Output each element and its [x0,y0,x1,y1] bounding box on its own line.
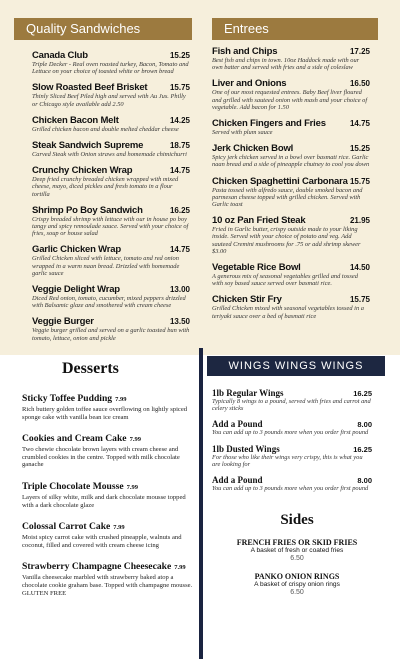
item-price: 16.50 [349,79,370,89]
item-price: 13.00 [169,285,190,295]
item-desc: Best fish and chips in town. 10oz Haddock made with our own batter and served with fries and a side of coleslaw [212,57,360,72]
item-title-row [212,444,372,454]
item-title-row [32,140,190,151]
desserts-item [22,428,194,469]
wings-item [212,444,372,468]
item-name: Shrimp Po Boy Sandwich [32,204,143,216]
item-title-row [212,176,370,187]
sandwiches-item [32,284,190,309]
side-desc: A basket of crispy onion rings [254,581,340,588]
dessert-title-row [22,476,194,494]
item-title-row [32,50,190,61]
dessert-price: 7.99 [115,396,127,403]
item-name: Veggie Burger [32,316,94,328]
item-price: 15.75 [349,176,370,186]
dessert-price: 7.99 [113,524,125,532]
item-name: Steak Sandwich Supreme [32,140,144,152]
item-desc: Spicy jerk chicken served in a bowl over basmati rice. Garlic naan bread and a side of pineapple chutney to cool you down [212,154,370,169]
dessert-name: Cookies and Cream Cake [22,433,127,445]
item-name: Veggie Delight Wrap [32,284,120,296]
entrees-item [212,78,370,111]
item-desc: Grilled Chicken sliced with lettuce, tomato and red onion wrapped in a warm naan bread. Drizzled with homemade garlic sauce [32,255,180,277]
item-title-row [32,284,190,295]
item-price: 14.75 [169,166,190,176]
item-price: 8.00 [357,476,372,486]
dessert-name: Sticky Toffee Pudding [22,393,113,404]
wings-list [212,388,372,499]
item-price: 15.75 [349,295,370,305]
item-title-row [212,262,370,273]
item-title-row [212,143,370,154]
dessert-desc: Rich buttery golden toffee sauce overflowing on lightly spiced sponge cake with vanilla bean ice cream [22,406,188,421]
item-name: Liver and Onions [212,78,287,90]
item-name: Chicken Bacon Melt [32,114,119,126]
item-title-row [32,82,190,93]
item-name: Vegetable Rice Bowl [212,262,301,274]
item-title-row [32,316,190,327]
dessert-title-row [22,556,194,574]
item-price: 14.75 [169,245,190,255]
item-price: 21.95 [349,216,370,226]
dessert-desc: Layers of silky white, milk and dark chocolate mousse topped with a dark chocolate glaze [22,493,186,509]
sandwiches-item [32,82,190,107]
dessert-desc: Moist spicy carrot cake with crushed pineapple, walnuts and coconut, filled and covered with cream cheese icing [22,534,182,549]
entrees-list [212,46,370,327]
sandwiches-list [32,50,190,349]
item-title-row [212,475,372,485]
item-desc: Carved Steak with Onion straws and homemade chimichurri [32,151,187,159]
dessert-price: 7.99 [126,483,138,491]
entrees-item [212,215,370,255]
item-title-row [32,244,190,255]
item-name: 1lb Dusted Wings [212,443,280,454]
item-desc: Served with plum sauce [212,129,273,137]
item-desc: Thinly Sliced Beef Piled high and served with Au Jus. Philly or Chicago style available add 2.50 [32,93,186,108]
item-title-row [212,78,370,89]
item-price: 16.25 [353,389,372,398]
item-price: 16.25 [353,444,372,454]
item-price: 14.75 [349,119,370,129]
desserts-item [22,388,194,421]
divider-line [199,348,203,659]
side-price: 6.50 [290,555,304,562]
entrees-item [212,262,370,287]
item-name: Crunchy Chicken Wrap [32,165,133,177]
sandwiches-item [32,244,190,277]
item-name: Canada Club [32,50,88,61]
sandwiches-item [32,316,190,341]
dessert-name: Triple Chocolate Mousse [22,480,124,492]
item-desc: Grilled chicken bacon and double melted cheddar cheese [32,125,179,133]
item-price: 18.75 [169,141,190,151]
desserts-item [22,516,194,549]
item-desc: Deep fried crunchy breaded chicken wrapped with mixed cheese, mayo, diced pickles and fresh tomato in a flour tortilla [32,176,179,198]
item-name: Chicken Stir Fry [212,294,282,306]
entrees-item [212,176,370,209]
item-desc: Pasta tossed with alfredo sauce, double smoked bacon and parmesan cheese topped with grilled chicken. Served with Garlic toast [212,186,363,209]
side-name: PANKO ONION RINGS [254,572,340,581]
item-name: Chicken Spaghettini Carbonara [212,175,348,187]
item-title-row [212,419,372,429]
item-price: 16.25 [169,205,190,215]
item-desc: Crispy breaded shrimp with lettuce with our in house po boy tangy and spicy remoulade sauce. Served with your choice of fries, soup or house salad [32,215,189,238]
desserts-list [22,388,194,604]
side-price: 6.50 [290,589,304,596]
sandwiches-item [32,165,190,198]
item-title-row [212,46,370,57]
dessert-name: Strawberry Champagne Cheesecake [22,561,172,573]
item-name: 1lb Regular Wings [212,388,284,398]
item-name: Garlic Chicken Wrap [32,244,121,256]
sandwiches-item [32,205,190,238]
side-desc: A basket of fresh or coated fries [250,547,344,554]
side-name: FRENCH FRIES OR SKID FRIES [236,538,358,547]
wings-item [212,388,372,412]
item-desc: One of our most requested entrees. Baby Beef liver floured and grilled with sauteed onion with mash and your choice of vegetable. Add bacon for 1.50 [212,89,368,111]
sandwiches-item [32,50,190,75]
item-desc: Triple Decker - Real oven roasted turkey, Bacon, Tomato and Lettuce on your choice of toasted white or brown bread [32,61,189,76]
item-desc: Veggie burger grilled and served on a garlic toasted bun with tomato, lettuce, onion and pickle [32,327,190,342]
item-desc: You can add up to 3 pounds more when you order first pound [212,485,369,493]
entrees-item [212,294,370,319]
entrees-item [212,46,370,71]
dessert-price: 7.99 [174,564,186,572]
item-price: 13.50 [169,317,190,327]
item-name: Add a Pound [212,419,263,430]
side-item [212,572,382,596]
desserts-title: Desserts [62,360,119,377]
item-desc: Diced Red onion, tomato, cucumber, mixed peppers drizzled with Balsamic glaze and smothered with cream cheese [32,295,186,310]
entrees-header: Entrees [212,18,378,40]
wings-header: WINGS WINGS WINGS [207,356,385,376]
item-desc: Grilled Chicken mixed with seasonal vegetables tossed in a teriyaki sauce over a bed of basmati rice [212,305,364,320]
item-price: 8.00 [357,420,372,430]
item-name: Add a Pound [212,475,263,486]
entrees-item [212,143,370,168]
item-price: 14.25 [169,115,190,125]
item-price: 14.50 [349,263,370,273]
item-desc: Fried in Garlic butter, crispy outside made to your liking inside. Served with your choice of potato and veg. Add sauteed Cremini mushrooms for .75 or add shrimp skewer $3.00 [212,226,361,255]
entrees-item [212,118,370,136]
side-item [212,538,382,562]
item-title-row [32,115,190,126]
item-price: 15.25 [349,144,370,154]
item-price: 15.75 [169,83,190,93]
dessert-desc: Vanilla cheesecake marbled with strawberry baked atop a chocolate cookie graham base. Topped with champagne mousse. GLUTEN FREE [22,574,193,597]
item-title-row [212,294,370,305]
sandwiches-item [32,140,190,158]
item-name: Fish and Chips [212,46,278,57]
dessert-price: 7.99 [129,436,141,444]
desserts-item [22,476,194,509]
item-name: Chicken Fingers and Fries [212,118,326,130]
dessert-desc: Two chewie chocolate brown layers with cream cheese and crumbled cookies in the centre. Topped with milk chocolate ganache [22,446,180,469]
item-price: 15.25 [169,51,190,60]
item-title-row [32,205,190,216]
item-name: Slow Roasted Beef Brisket [32,82,148,94]
dessert-title-row [22,388,194,406]
sandwiches-header: Quality Sandwiches [14,18,192,40]
item-desc: For those who like their wings very crispy, this is what you are looking for [212,453,363,468]
sandwiches-item [32,115,190,133]
item-title-row [212,215,370,226]
item-title-row [212,388,372,398]
dessert-title-row [22,516,194,534]
item-title-row [212,118,370,129]
item-name: 10 oz Pan Fried Steak [212,215,306,227]
desserts-item [22,556,194,597]
item-desc: Typically 8 wings to a pound, served with fries and carrot and celery sticks [212,398,371,413]
dessert-title-row [22,428,194,446]
wings-item [212,419,372,436]
item-title-row [32,165,190,176]
dessert-name: Colossal Carrot Cake [22,521,111,533]
item-name: Jerk Chicken Bowl [212,143,294,155]
item-desc: A generous mix of seasonal vegetables grilled and tossed with soy based sauce served over basmati rice. [212,273,358,288]
wings-item [212,475,372,492]
sides-title: Sides [280,512,314,528]
item-price: 17.25 [349,47,370,56]
item-desc: You can add up to 3 pounds more when you order first pound [212,429,369,437]
